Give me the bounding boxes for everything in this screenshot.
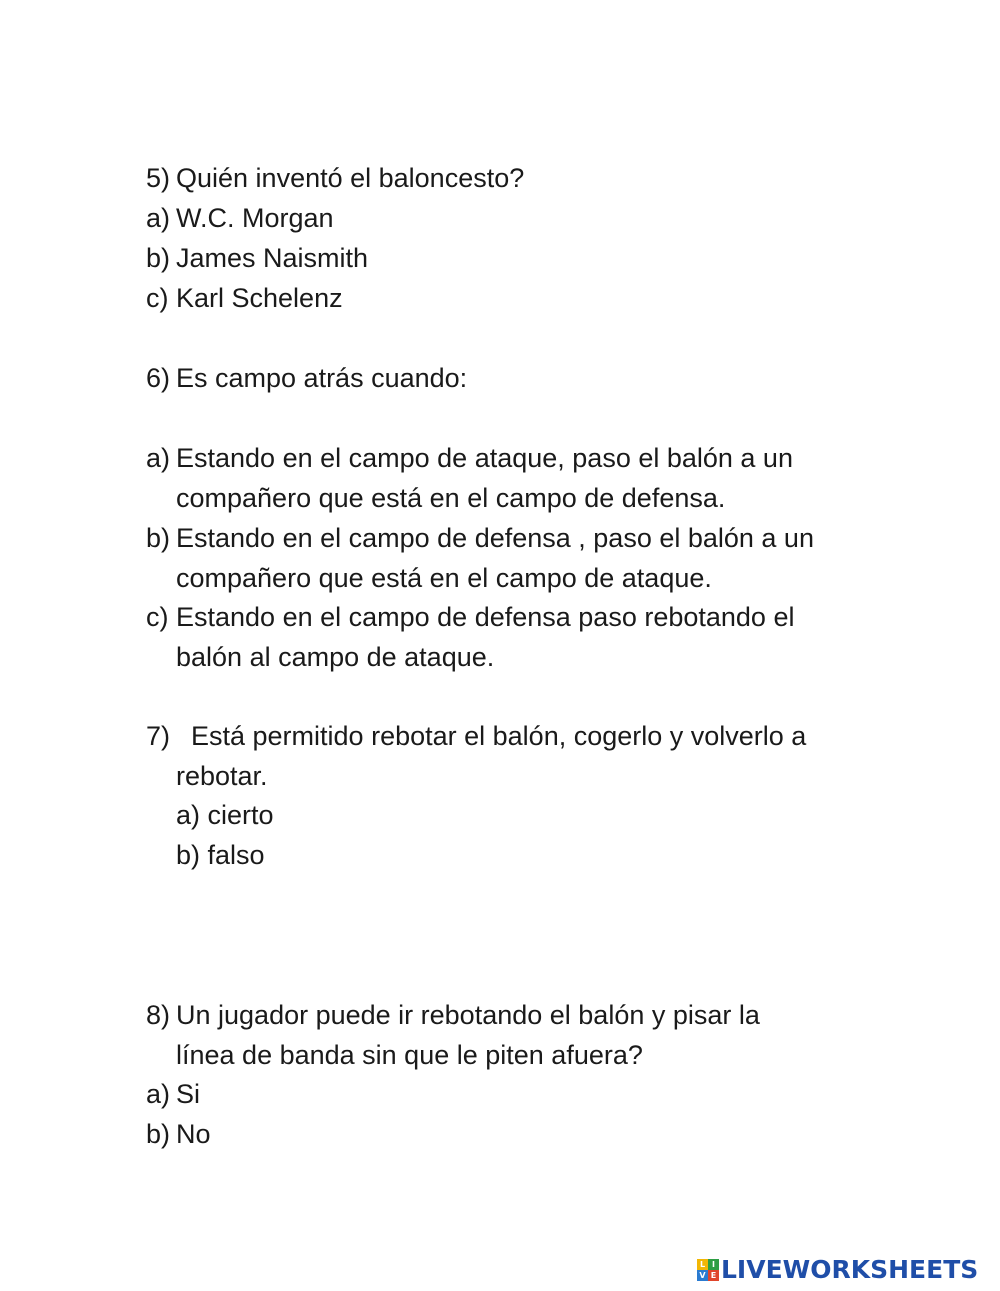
option-text-line2: balón al campo de ataque.: [176, 642, 495, 672]
option-text: a) cierto: [176, 800, 274, 830]
question-text-line1: Está permitido rebotar el balón, cogerlo y volverlo a: [191, 721, 807, 751]
question-number: 7): [146, 721, 171, 751]
option-text-line1: Estando en el campo de defensa , paso el balón a un: [176, 523, 814, 553]
option-text-line1: Estando en el campo de ataque, paso el balón a un: [176, 443, 793, 473]
option-text: Karl Schelenz: [176, 283, 343, 313]
option-text: No: [176, 1119, 211, 1149]
option-letter: a): [146, 1079, 171, 1109]
option-letter: b): [146, 523, 171, 553]
question-text-line2: línea de banda sin que le piten afuera?: [176, 1040, 643, 1070]
option-text: W.C. Morgan: [176, 203, 334, 233]
logo-mark-icon: [697, 1259, 719, 1281]
question-text-line2: rebotar.: [176, 761, 268, 791]
logo-tile-i: I: [708, 1259, 719, 1270]
option-letter: b): [146, 243, 171, 273]
question-text: Quién inventó el baloncesto?: [176, 163, 525, 193]
option-letter: c): [146, 602, 169, 632]
option-text: b) falso: [176, 840, 265, 870]
logo-tile-l: L: [697, 1259, 708, 1270]
logo-tile-v: V: [697, 1270, 708, 1281]
option-text: Si: [176, 1079, 201, 1109]
liveworksheets-logo: [697, 1256, 978, 1284]
question-number: 5): [146, 163, 171, 193]
option-text-line2: compañero que está en el campo de defensa.: [176, 483, 726, 513]
option-text-line1: Estando en el campo de defensa paso rebotando el: [176, 602, 795, 632]
option-letter: a): [146, 203, 171, 233]
option-letter: a): [146, 443, 171, 473]
question-text-line1: Un jugador puede ir rebotando el balón y pisar la: [176, 1000, 760, 1030]
question-number: 6): [146, 363, 171, 393]
option-text: James Naismith: [176, 243, 369, 273]
option-text-line2: compañero que está en el campo de ataque.: [176, 563, 712, 593]
option-letter: c): [146, 283, 169, 313]
logo-text: LIVEWORKSHEETS: [721, 1255, 979, 1284]
option-letter: b): [146, 1119, 171, 1149]
question-number: 8): [146, 1000, 171, 1030]
question-text: Es campo atrás cuando:: [176, 363, 468, 393]
logo-tile-e: E: [708, 1270, 719, 1281]
